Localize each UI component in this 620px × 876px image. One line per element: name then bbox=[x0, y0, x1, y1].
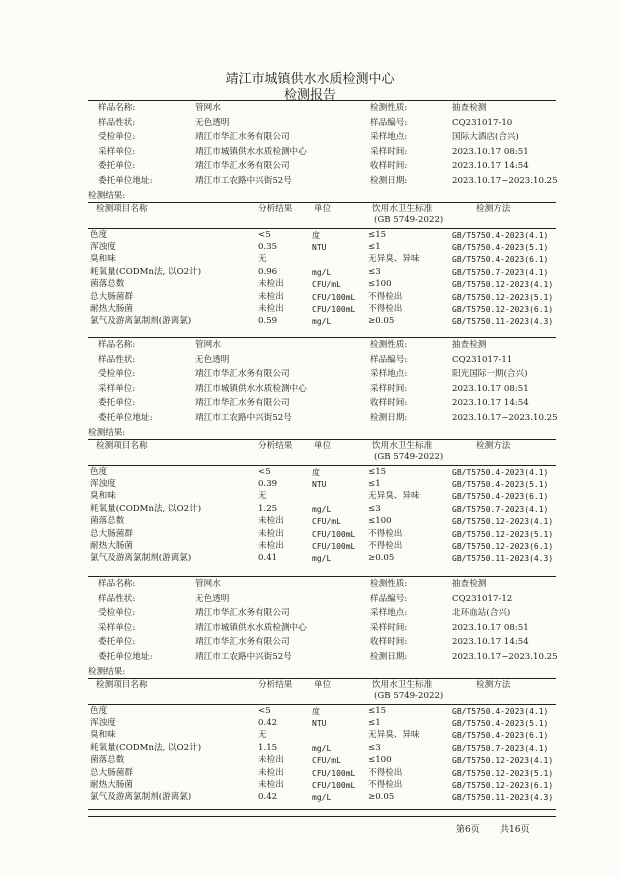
page-total: 共16页 bbox=[500, 825, 530, 835]
result-unit: CFU/mL bbox=[312, 517, 341, 527]
results-label: 检测结果: bbox=[88, 190, 126, 201]
report-title: 检测报告 bbox=[283, 88, 336, 103]
header-method: 检测方法 bbox=[476, 440, 511, 451]
result-unit: CFU/100mL bbox=[312, 292, 356, 302]
result-method: GB/T5750.12-2023(5.1) bbox=[452, 529, 554, 539]
header-unit: 单位 bbox=[314, 679, 332, 690]
result-standard: 不得检出 bbox=[368, 780, 403, 790]
result-unit: NTU bbox=[312, 243, 327, 252]
result-item: 总大肠菌群 bbox=[90, 528, 133, 539]
rule-line bbox=[88, 809, 556, 810]
info-value: CQ231017-10 bbox=[452, 117, 513, 128]
result-standard: ≥0.05 bbox=[368, 553, 395, 564]
table-row bbox=[0, 303, 620, 316]
result-standard: ≥0.05 bbox=[368, 792, 395, 803]
result-value: 未检出 bbox=[258, 780, 284, 790]
result-item: 菌落总数 bbox=[90, 516, 125, 527]
table-header-sub bbox=[0, 214, 620, 227]
info-row bbox=[0, 117, 620, 130]
info-value: 靖江市城镇供水水质检测中心 bbox=[195, 622, 307, 633]
info-value: 2023.10.17 08:51 bbox=[452, 383, 529, 394]
table-row bbox=[0, 552, 620, 565]
result-value: 1.15 bbox=[258, 742, 278, 753]
info-value: 靖江市华汇水务有限公司 bbox=[195, 637, 290, 648]
result-method: GB/T5750.12-2023(6.1) bbox=[452, 305, 554, 314]
table-row bbox=[0, 291, 620, 304]
results-label: 检测结果: bbox=[88, 666, 126, 677]
info-value: 2023.10.17 14:54 bbox=[452, 398, 529, 409]
table-row bbox=[0, 791, 620, 804]
result-standard: ≥0.05 bbox=[368, 316, 395, 327]
info-row bbox=[0, 651, 620, 664]
table-row bbox=[0, 540, 620, 553]
result-value: 未检出 bbox=[258, 291, 284, 302]
result-standard: ≤1 bbox=[368, 242, 381, 252]
info-label: 检测日期: bbox=[370, 652, 408, 662]
info-label: 委托单位地址: bbox=[98, 652, 153, 662]
result-item: 臭和味 bbox=[90, 254, 116, 265]
result-unit: NTU bbox=[312, 480, 327, 489]
result-method: GB/T5750.4-2023(6.1) bbox=[452, 255, 549, 265]
info-label: 采样地点: bbox=[370, 369, 408, 380]
info-value: 2023.10.17 14:54 bbox=[452, 161, 529, 172]
info-row bbox=[0, 383, 620, 396]
table-row bbox=[0, 278, 620, 291]
info-value: 靖江市城镇供水水质检测中心 bbox=[195, 146, 307, 157]
table-row bbox=[0, 742, 620, 755]
header-standard: 饮用水卫生标准 bbox=[372, 679, 433, 690]
info-label: 样品性状: bbox=[98, 354, 136, 365]
table-row bbox=[0, 315, 620, 328]
info-row bbox=[0, 368, 620, 381]
table-row bbox=[0, 729, 620, 742]
result-standard: ≤100 bbox=[368, 516, 392, 527]
result-value: 0.39 bbox=[258, 479, 278, 489]
table-row bbox=[0, 266, 620, 279]
info-value: 靖江市工农路中兴街52号 bbox=[195, 652, 292, 662]
header-standard-ref: (GB 5749-2022) bbox=[374, 214, 444, 225]
result-unit: CFU/100mL bbox=[312, 305, 356, 314]
organization-title: 靖江市城镇供水水质检测中心 bbox=[225, 72, 395, 87]
header-method: 检测方法 bbox=[476, 679, 511, 690]
info-value: 管网水 bbox=[195, 340, 221, 350]
info-value: 2023.10.17 08:51 bbox=[452, 146, 529, 157]
info-row bbox=[0, 146, 620, 159]
result-unit: mg/L bbox=[312, 793, 332, 803]
result-unit: 度 bbox=[312, 706, 320, 716]
header-standard-ref: (GB 5749-2022) bbox=[374, 451, 444, 462]
info-row bbox=[0, 607, 620, 620]
result-item: 耐热大肠菌 bbox=[90, 541, 133, 551]
info-value: 2023.10.17 14:54 bbox=[452, 637, 529, 648]
info-label: 检测性质: bbox=[370, 579, 408, 589]
info-value: 无色透明 bbox=[195, 593, 230, 604]
info-label: 样品名称: bbox=[98, 579, 136, 589]
result-method: GB/T5750.12-2023(6.1) bbox=[452, 781, 554, 790]
result-item: 浑浊度 bbox=[90, 242, 116, 252]
result-standard: 不得检出 bbox=[368, 304, 403, 314]
info-row bbox=[0, 354, 620, 367]
info-label: 采样单位: bbox=[98, 622, 136, 633]
info-label: 样品编号: bbox=[370, 117, 408, 128]
table-header-sub bbox=[0, 690, 620, 703]
table-row bbox=[0, 767, 620, 780]
info-label: 受检单位: bbox=[98, 132, 136, 143]
info-row bbox=[0, 622, 620, 635]
result-method: GB/T5750.4-2023(4.1) bbox=[452, 467, 549, 477]
result-value: 未检出 bbox=[258, 304, 284, 314]
info-label: 收样时间: bbox=[370, 161, 408, 172]
header-unit: 单位 bbox=[314, 440, 332, 451]
info-row bbox=[0, 593, 620, 606]
rule-line bbox=[88, 816, 556, 817]
info-value: 管网水 bbox=[195, 103, 221, 113]
table-row bbox=[0, 754, 620, 767]
result-method: GB/T5750.4-2023(4.1) bbox=[452, 706, 549, 716]
result-method: GB/T5750.4-2023(5.1) bbox=[452, 243, 549, 252]
info-row bbox=[0, 412, 620, 425]
result-method: GB/T5750.4-2023(4.1) bbox=[452, 230, 549, 240]
result-method: GB/T5750.11-2023(4.3) bbox=[452, 554, 554, 564]
table-row bbox=[0, 229, 620, 242]
result-standard: ≤3 bbox=[368, 503, 381, 514]
result-value: 未检出 bbox=[258, 516, 284, 527]
header-item: 检测项目名称 bbox=[96, 440, 148, 451]
table-row bbox=[0, 253, 620, 266]
info-label: 检测性质: bbox=[370, 103, 408, 113]
result-method: GB/T5750.7-2023(4.1) bbox=[452, 743, 549, 753]
result-standard: 无异臭、异味 bbox=[368, 254, 420, 265]
result-item: 耗氧量(CODMn法, 以O2计) bbox=[90, 742, 202, 753]
result-standard: ≤100 bbox=[368, 755, 392, 766]
info-row bbox=[0, 578, 620, 591]
result-value: 无 bbox=[258, 254, 267, 265]
result-value: 未检出 bbox=[258, 767, 284, 778]
result-standard: 不得检出 bbox=[368, 541, 403, 551]
result-unit: 度 bbox=[312, 467, 320, 477]
info-value: 抽查检测 bbox=[452, 103, 487, 113]
table-row bbox=[0, 717, 620, 730]
header-standard: 饮用水卫生标准 bbox=[372, 203, 433, 214]
result-item: 色度 bbox=[90, 705, 108, 716]
header-standard-ref: (GB 5749-2022) bbox=[374, 690, 444, 701]
info-label: 样品名称: bbox=[98, 103, 136, 113]
result-standard: 无异臭、异味 bbox=[368, 730, 420, 741]
header-result: 分析结果 bbox=[258, 679, 293, 690]
table-row bbox=[0, 478, 620, 491]
rule-line bbox=[88, 337, 556, 338]
result-standard: ≤100 bbox=[368, 279, 392, 290]
info-value: CQ231017-11 bbox=[452, 354, 513, 365]
result-unit: CFU/100mL bbox=[312, 781, 356, 790]
info-label: 检测日期: bbox=[370, 413, 408, 423]
table-row bbox=[0, 528, 620, 541]
info-label: 收样时间: bbox=[370, 637, 408, 648]
info-row bbox=[0, 160, 620, 173]
result-method: GB/T5750.12-2023(6.1) bbox=[452, 542, 554, 551]
result-value: 0.41 bbox=[258, 553, 278, 564]
info-label: 检测日期: bbox=[370, 176, 408, 186]
info-label: 采样地点: bbox=[370, 132, 408, 143]
result-standard: ≤3 bbox=[368, 742, 381, 753]
info-value: 抽查检测 bbox=[452, 579, 487, 589]
info-value: 2023.10.17 08:51 bbox=[452, 622, 529, 633]
result-method: GB/T5750.4-2023(5.1) bbox=[452, 719, 549, 728]
result-unit: mg/L bbox=[312, 554, 332, 564]
table-row bbox=[0, 515, 620, 528]
result-value: 无 bbox=[258, 730, 267, 741]
result-item: 浑浊度 bbox=[90, 718, 116, 728]
info-value: 靖江市华汇水务有限公司 bbox=[195, 161, 290, 172]
result-standard: ≤1 bbox=[368, 718, 381, 728]
result-item: 总大肠菌群 bbox=[90, 291, 133, 302]
info-value: 抽查检测 bbox=[452, 340, 487, 350]
result-item: 臭和味 bbox=[90, 491, 116, 502]
result-standard: ≤1 bbox=[368, 479, 381, 489]
info-value: 阳光国际一期(合兴) bbox=[452, 369, 528, 380]
result-standard: 无异臭、异味 bbox=[368, 491, 420, 502]
result-standard: ≤15 bbox=[368, 229, 387, 240]
result-item: 浑浊度 bbox=[90, 479, 116, 489]
info-value: 无色透明 bbox=[195, 117, 230, 128]
info-value: 管网水 bbox=[195, 579, 221, 589]
info-label: 委托单位: bbox=[98, 398, 136, 409]
result-item: 总大肠菌群 bbox=[90, 767, 133, 778]
info-row bbox=[0, 397, 620, 410]
header-item: 检测项目名称 bbox=[96, 679, 148, 690]
table-row bbox=[0, 241, 620, 254]
info-label: 检测性质: bbox=[370, 340, 408, 350]
result-method: GB/T5750.7-2023(4.1) bbox=[452, 267, 549, 277]
result-method: GB/T5750.4-2023(5.1) bbox=[452, 480, 549, 489]
info-label: 委托单位地址: bbox=[98, 413, 153, 423]
result-value: 0.35 bbox=[258, 242, 278, 252]
rule-line bbox=[88, 576, 556, 577]
result-item: 氯气及游离氯制剂(游离氯) bbox=[90, 792, 192, 803]
result-standard: ≤15 bbox=[368, 466, 387, 477]
info-label: 采样单位: bbox=[98, 146, 136, 157]
result-item: 耗氧量(CODMn法, 以O2计) bbox=[90, 266, 202, 277]
page-number: 第6页 bbox=[456, 825, 480, 835]
table-row bbox=[0, 490, 620, 503]
result-unit: CFU/mL bbox=[312, 280, 341, 290]
info-label: 采样时间: bbox=[370, 622, 408, 633]
result-method: GB/T5750.4-2023(6.1) bbox=[452, 492, 549, 502]
table-row bbox=[0, 466, 620, 479]
rule-line bbox=[88, 100, 556, 101]
result-item: 氯气及游离氯制剂(游离氯) bbox=[90, 553, 192, 564]
info-row bbox=[0, 339, 620, 352]
info-value: 国际大酒店(合兴) bbox=[452, 132, 519, 143]
info-value: 靖江市华汇水务有限公司 bbox=[195, 608, 290, 619]
result-method: GB/T5750.12-2023(4.1) bbox=[452, 517, 554, 527]
result-unit: CFU/mL bbox=[312, 756, 341, 766]
result-item: 菌落总数 bbox=[90, 279, 125, 290]
result-item: 耗氧量(CODMn法, 以O2计) bbox=[90, 503, 202, 514]
result-standard: 不得检出 bbox=[368, 767, 403, 778]
result-unit: CFU/100mL bbox=[312, 529, 356, 539]
header-result: 分析结果 bbox=[258, 203, 293, 214]
result-item: 臭和味 bbox=[90, 730, 116, 741]
info-value: 2023.10.17~2023.10.25 bbox=[452, 652, 558, 662]
result-unit: mg/L bbox=[312, 743, 332, 753]
result-item: 耐热大肠菌 bbox=[90, 304, 133, 314]
result-standard: 不得检出 bbox=[368, 291, 403, 302]
result-unit: 度 bbox=[312, 230, 320, 240]
info-value: 靖江市城镇供水水质检测中心 bbox=[195, 383, 307, 394]
result-item: 耐热大肠菌 bbox=[90, 780, 133, 790]
result-method: GB/T5750.11-2023(4.3) bbox=[452, 317, 554, 327]
info-value: 靖江市华汇水务有限公司 bbox=[195, 132, 290, 143]
info-label: 样品编号: bbox=[370, 593, 408, 604]
result-value: <5 bbox=[258, 466, 271, 477]
info-row bbox=[0, 102, 620, 115]
header-result: 分析结果 bbox=[258, 440, 293, 451]
info-value: 靖江市华汇水务有限公司 bbox=[195, 398, 290, 409]
table-row bbox=[0, 705, 620, 718]
info-label: 受检单位: bbox=[98, 369, 136, 380]
info-value: 靖江市华汇水务有限公司 bbox=[195, 369, 290, 380]
result-value: 无 bbox=[258, 491, 267, 502]
info-label: 样品性状: bbox=[98, 117, 136, 128]
result-method: GB/T5750.4-2023(6.1) bbox=[452, 731, 549, 741]
info-label: 采样单位: bbox=[98, 383, 136, 394]
result-method: GB/T5750.12-2023(5.1) bbox=[452, 768, 554, 778]
table-row bbox=[0, 503, 620, 516]
result-value: <5 bbox=[258, 229, 271, 240]
result-unit: CFU/100mL bbox=[312, 542, 356, 551]
header-method: 检测方法 bbox=[476, 203, 511, 214]
info-label: 样品编号: bbox=[370, 354, 408, 365]
result-unit: CFU/100mL bbox=[312, 768, 356, 778]
result-method: GB/T5750.12-2023(4.1) bbox=[452, 756, 554, 766]
result-value: 未检出 bbox=[258, 528, 284, 539]
header-item: 检测项目名称 bbox=[96, 203, 148, 214]
result-item: 氯气及游离氯制剂(游离氯) bbox=[90, 316, 192, 327]
result-unit: mg/L bbox=[312, 317, 332, 327]
result-unit: mg/L bbox=[312, 504, 332, 514]
result-item: 色度 bbox=[90, 229, 108, 240]
header-unit: 单位 bbox=[314, 203, 332, 214]
result-value: 未检出 bbox=[258, 541, 284, 551]
result-item: 菌落总数 bbox=[90, 755, 125, 766]
result-standard: 不得检出 bbox=[368, 528, 403, 539]
info-value: 靖江市工农路中兴街52号 bbox=[195, 413, 292, 423]
info-label: 采样时间: bbox=[370, 146, 408, 157]
info-value: 北环血站(合兴) bbox=[452, 608, 511, 619]
info-value: 2023.10.17~2023.10.25 bbox=[452, 413, 558, 423]
info-value: CQ231017-12 bbox=[452, 593, 513, 604]
info-value: 2023.10.17~2023.10.25 bbox=[452, 176, 558, 186]
result-item: 色度 bbox=[90, 466, 108, 477]
result-method: GB/T5750.12-2023(4.1) bbox=[452, 280, 554, 290]
result-value: 0.96 bbox=[258, 266, 278, 277]
info-label: 收样时间: bbox=[370, 398, 408, 409]
table-row bbox=[0, 779, 620, 792]
info-label: 采样地点: bbox=[370, 608, 408, 619]
result-value: 未检出 bbox=[258, 755, 284, 766]
info-row bbox=[0, 131, 620, 144]
table-header-sub bbox=[0, 451, 620, 464]
results-label: 检测结果: bbox=[88, 427, 126, 438]
result-standard: ≤15 bbox=[368, 705, 387, 716]
result-unit: mg/L bbox=[312, 267, 332, 277]
info-row bbox=[0, 175, 620, 188]
result-value: 0.42 bbox=[258, 792, 278, 803]
info-label: 样品名称: bbox=[98, 340, 136, 350]
result-method: GB/T5750.12-2023(5.1) bbox=[452, 292, 554, 302]
info-label: 委托单位: bbox=[98, 161, 136, 172]
result-value: <5 bbox=[258, 705, 271, 716]
info-value: 无色透明 bbox=[195, 354, 230, 365]
result-standard: ≤3 bbox=[368, 266, 381, 277]
info-label: 受检单位: bbox=[98, 608, 136, 619]
result-method: GB/T5750.7-2023(4.1) bbox=[452, 504, 549, 514]
result-value: 0.42 bbox=[258, 718, 278, 728]
info-row bbox=[0, 636, 620, 649]
info-label: 样品性状: bbox=[98, 593, 136, 604]
info-label: 委托单位: bbox=[98, 637, 136, 648]
result-value: 未检出 bbox=[258, 279, 284, 290]
result-unit: NTU bbox=[312, 719, 327, 728]
result-value: 1.25 bbox=[258, 503, 278, 514]
info-label: 采样时间: bbox=[370, 383, 408, 394]
info-value: 靖江市工农路中兴街52号 bbox=[195, 176, 292, 186]
info-label: 委托单位地址: bbox=[98, 176, 153, 186]
result-method: GB/T5750.11-2023(4.3) bbox=[452, 793, 554, 803]
result-value: 0.59 bbox=[258, 316, 278, 327]
header-standard: 饮用水卫生标准 bbox=[372, 440, 433, 451]
